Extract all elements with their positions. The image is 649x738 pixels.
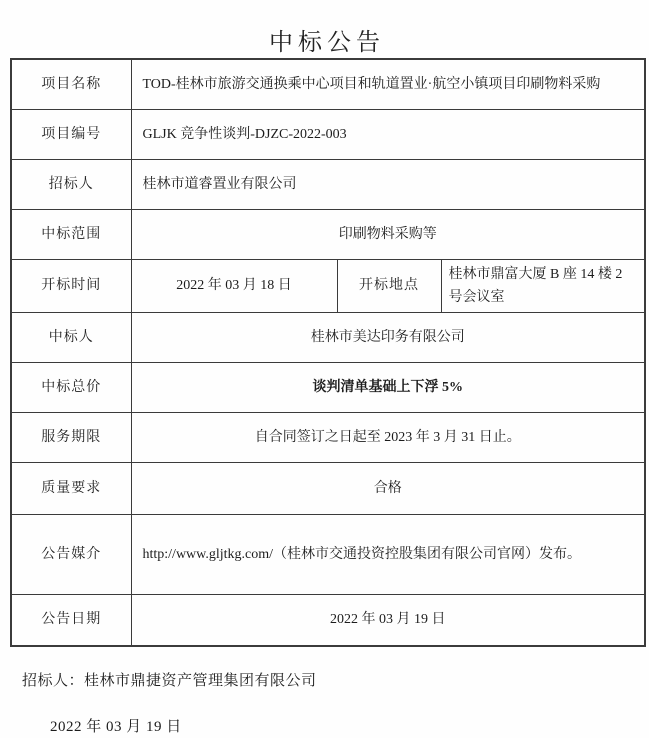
label-bid-opening-location: 开标地点 (337, 259, 441, 312)
value-winning-total-price: 谈判清单基础上下浮 5% (131, 362, 645, 412)
value-announcement-date: 2022 年 03 月 19 日 (131, 594, 645, 646)
table-row-service-period (11, 412, 645, 462)
label-bid-scope: 中标范围 (11, 209, 131, 259)
label-announcement-media: 公告媒介 (11, 514, 131, 594)
footer-date-line: 2022 年 03 月 19 日 (50, 719, 182, 735)
value-project-name: TOD-桂林市旅游交通换乘中心项目和轨道置业·航空小镇项目印刷物料采购 (131, 59, 645, 109)
value-service-period: 自合同签订之日起至 2023 年 3 月 31 日止。 (131, 412, 645, 462)
value-winning-bidder: 桂林市美达印务有限公司 (131, 312, 645, 362)
table-row-quality-requirement (11, 462, 645, 514)
value-announcement-media: http://www.gljtkg.com/（桂林市交通投资控股集团有限公司官网）发布。 (131, 514, 645, 594)
table-row-announcement-media (11, 514, 645, 594)
label-announcement-date: 公告日期 (11, 594, 131, 646)
value-quality-requirement: 合格 (131, 462, 645, 514)
label-quality-requirement: 质量要求 (11, 462, 131, 514)
value-bid-scope: 印刷物料采购等 (131, 209, 645, 259)
table-row-tenderee (11, 159, 645, 209)
value-project-number: GLJK 竞争性谈判-DJZC-2022-003 (131, 109, 645, 159)
label-service-period: 服务期限 (11, 412, 131, 462)
value-bid-opening-time: 2022 年 03 月 18 日 (131, 259, 337, 312)
label-tenderee: 招标人 (11, 159, 131, 209)
value-tenderee: 桂林市道睿置业有限公司 (131, 159, 645, 209)
table-row-project-number (11, 109, 645, 159)
table-row-bid-opening (11, 259, 645, 312)
label-project-number: 项目编号 (11, 109, 131, 159)
announcement-table (10, 58, 646, 647)
table-row-bid-scope (11, 209, 645, 259)
label-bid-opening-time: 开标时间 (11, 259, 131, 312)
label-winning-total-price: 中标总价 (11, 362, 131, 412)
table-row-winning-total-price (11, 362, 645, 412)
table-row-announcement-date (11, 594, 645, 646)
table-row-project-name (11, 59, 645, 109)
label-project-name: 项目名称 (11, 59, 131, 109)
label-winning-bidder: 中标人 (11, 312, 131, 362)
value-bid-opening-location: 桂林市鼎富大厦 B 座 14 楼 2 号会议室 (441, 259, 645, 312)
page-title: 中标公告 (269, 30, 385, 56)
table-row-winning-bidder (11, 312, 645, 362)
footer-tenderee-line: 招标人：桂林市鼎捷资产管理集团有限公司 (22, 673, 317, 689)
